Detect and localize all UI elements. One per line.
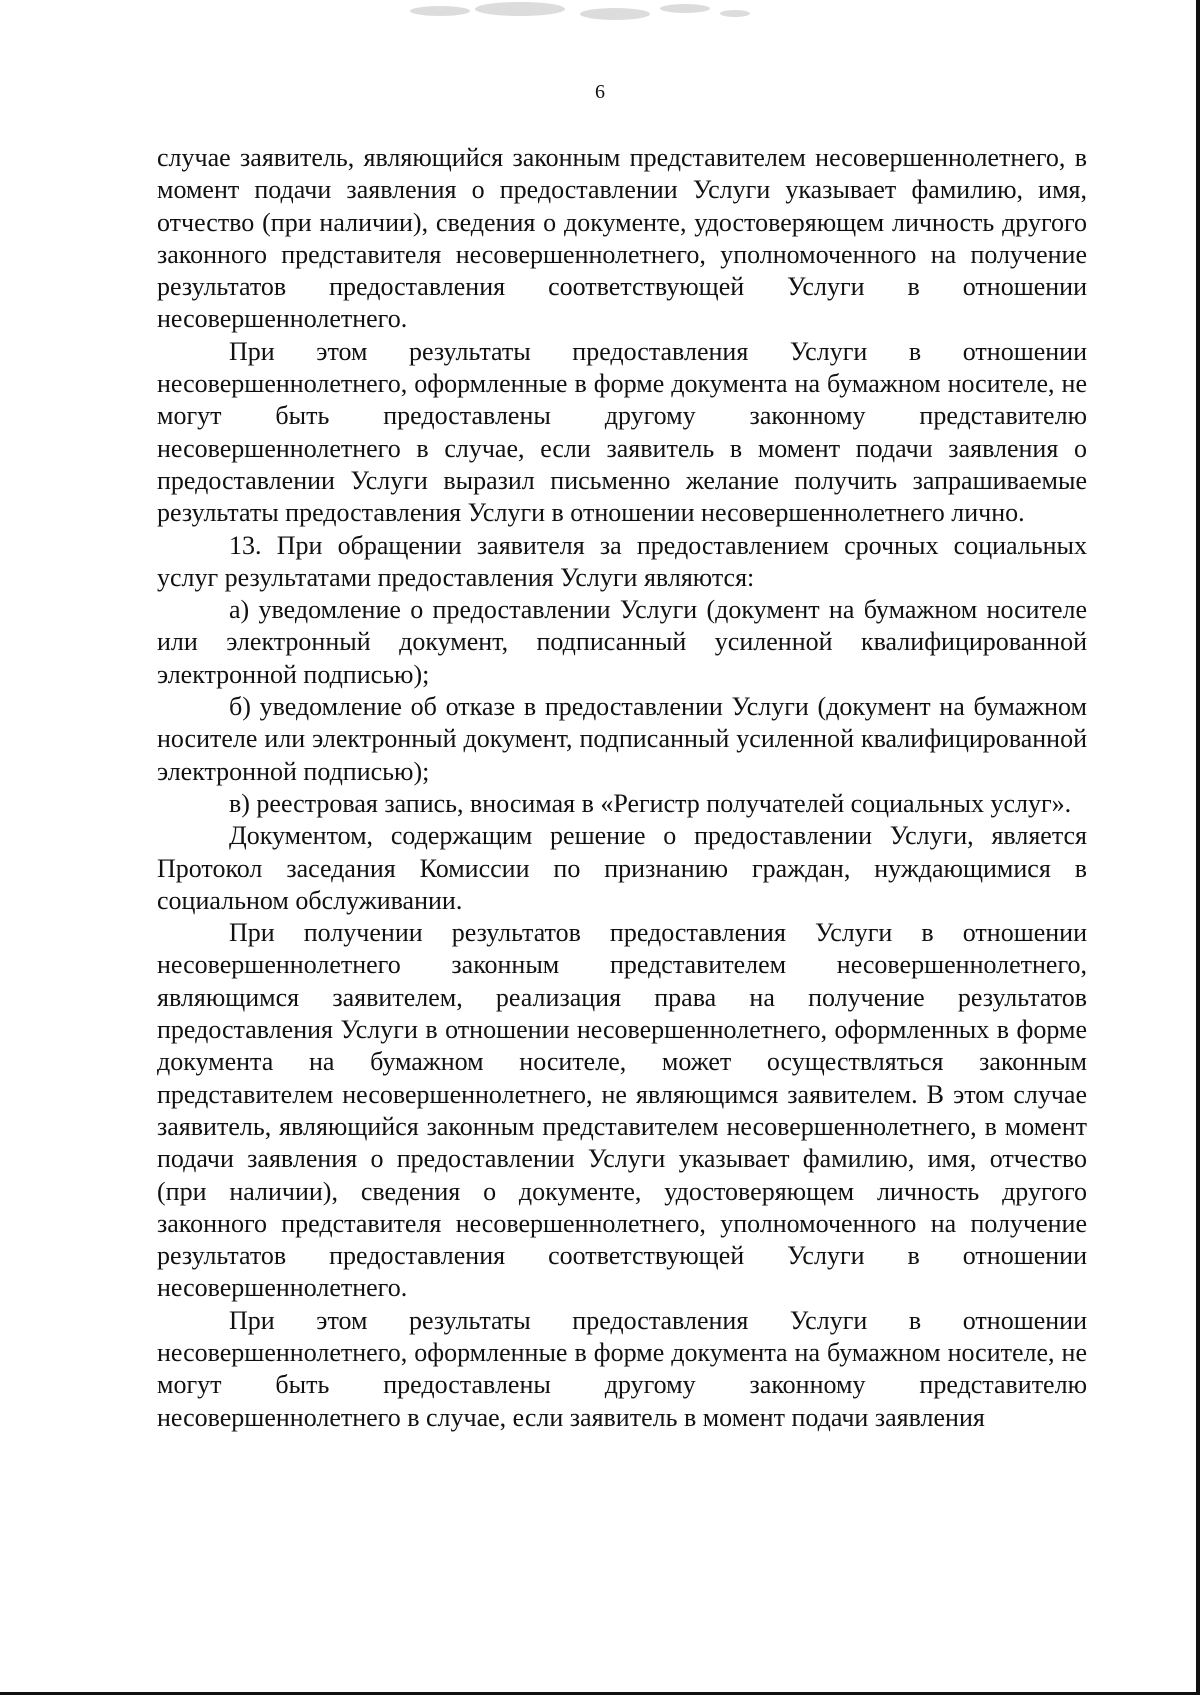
paragraph-8: При получении результатов предоставления Услуги в отношении несовершеннолетнего законным представителем несовершеннолетнего, являющимся заявителем, реализация права на получение результатов предоставления Услуги в отношении несовершеннолетнего, оформленных в форме документа на бумажном носителе, может осуществляться законным представителем несовершеннолетнего, не являющимся заявителем. В этом случае заявитель, являющийся законным представителем несовершеннолетнего, в момент подачи заявления о предоставлении Услуги указывает фамилию, имя, отчество (при наличии), сведения о документе, удостоверяющем личность другого законного представителя несовершеннолетнего, уполномоченного на получение результатов предоставления соответствующей Услуги в отношении несовершеннолетнего.: [157, 918, 1087, 1303]
paragraph-4: а) уведомление о предоставлении Услуги (документ на бумажном носителе или электронный документ, подписанный усиленной квалифицированной электронной подписью);: [157, 595, 1087, 689]
paragraph-6: в) реестровая запись, вносимая в «Регистр получателей социальных услуг».: [229, 788, 1072, 818]
scan-edge-right: [1196, 0, 1200, 1695]
document-body: [157, 142, 1087, 1434]
paragraph-1: случае заявитель, являющийся законным представителем несовершеннолетнего, в момент подачи заявления о предоставлении Услуги указывает фамилию, имя, отчество (при наличии), сведения о документе, удостоверяющем личность другого законного представителя несовершеннолетнего, уполномоченного на получение результатов предоставления соответствующей Услуги в отношении несовершеннолетнего.: [157, 143, 1087, 334]
paragraph-3: 13. При обращении заявителя за предоставлением срочных социальных услуг результатами предоставления Услуги являются:: [157, 530, 1087, 592]
paragraph-5: б) уведомление об отказе в предоставлении Услуги (документ на бумажном носителе или электронный документ, подписанный усиленной квалифицированной электронной подписью);: [157, 692, 1087, 786]
scan-noise-top: [380, 0, 800, 40]
paragraph-7: Документом, содержащим решение о предоставлении Услуги, является Протокол заседания Комиссии по признанию граждан, нуждающимися в социальном обслуживании.: [157, 821, 1087, 915]
paragraph-9: При этом результаты предоставления Услуги в отношении несовершеннолетнего, оформленные в форме документа на бумажном носителе, не могут быть предоставлены другому законному представителю несовершеннолетнего в случае, если заявитель в момент подачи заявления: [157, 1305, 1087, 1432]
page-number: 6: [595, 81, 605, 103]
paragraph-2: При этом результаты предоставления Услуги в отношении несовершеннолетнего, оформленные в форме документа на бумажном носителе, не могут быть предоставлены другому законному представителю несовершеннолетнего в случае, если заявитель в момент подачи заявления о предоставлении Услуги выразил письменно желание получить запрашиваемые результаты предоставления Услуги в отношении несовершеннолетнего лично.: [157, 336, 1087, 528]
